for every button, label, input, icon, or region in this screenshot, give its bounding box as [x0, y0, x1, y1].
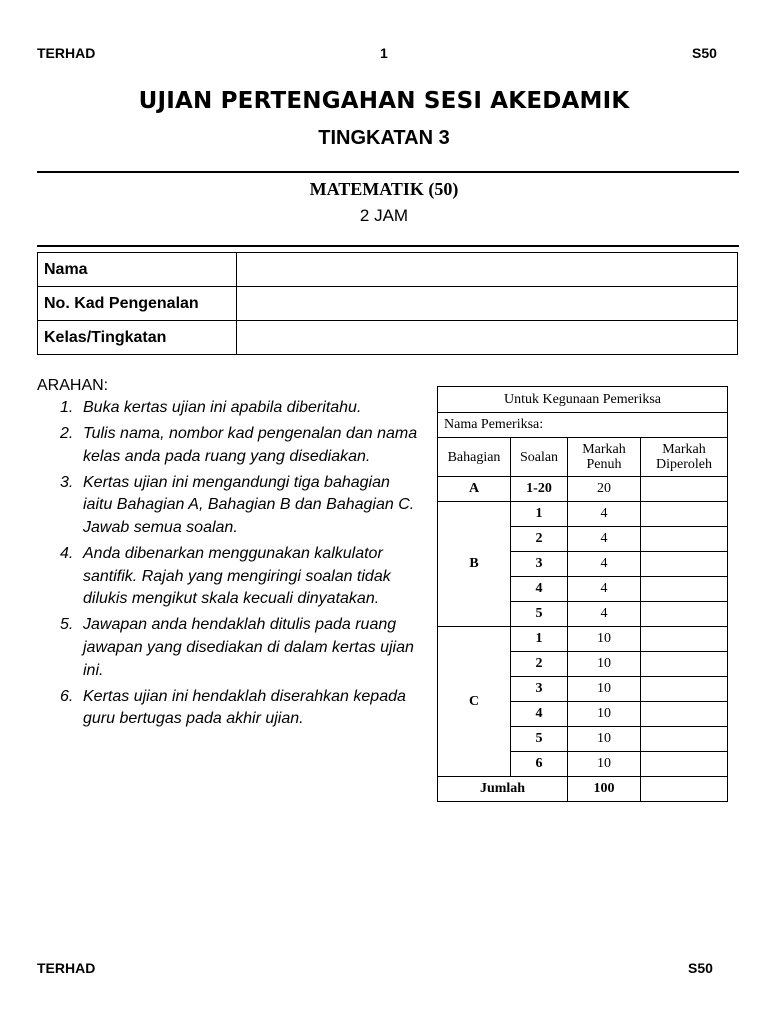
obtained-mark-cell[interactable] [641, 552, 728, 577]
top-divider [37, 171, 739, 173]
full-mark-cell: 4 [568, 602, 641, 627]
footer-left-label: TERHAD [37, 960, 96, 976]
header-line: Diperoleh [656, 457, 712, 472]
col-header-markah-penuh [568, 438, 641, 477]
info-row-class [38, 321, 738, 355]
obtained-mark-cell[interactable] [641, 752, 728, 777]
info-label: No. Kad Pengenalan [38, 287, 237, 321]
col-header-soalan: Soalan [511, 438, 568, 477]
table-row [438, 627, 728, 652]
item-text: Tulis nama, nombor kad pengenalan dan nama kelas anda pada ruang yang disediakan. [83, 425, 418, 465]
item-number: 1. [60, 399, 74, 416]
header-left-label: TERHAD [37, 45, 96, 61]
full-mark-cell: 20 [568, 477, 641, 502]
obtained-mark-cell[interactable] [641, 702, 728, 727]
question-cell: 2 [511, 527, 568, 552]
info-label: Nama [38, 253, 237, 287]
list-item [36, 423, 421, 468]
item-text: Buka kertas ujian ini apabila diberitahu. [83, 399, 362, 416]
instructions-list [36, 397, 421, 734]
total-row [438, 777, 728, 802]
full-mark-cell: 4 [568, 552, 641, 577]
item-number: 5. [60, 616, 74, 634]
question-cell: 1 [511, 502, 568, 527]
list-item [36, 472, 421, 540]
full-mark-cell: 10 [568, 702, 641, 727]
total-label: Jumlah [438, 777, 568, 802]
question-cell: 6 [511, 752, 568, 777]
item-number: 3. [60, 473, 74, 491]
full-mark-cell: 10 [568, 677, 641, 702]
total-full-mark: 100 [568, 777, 641, 802]
header-code: S50 [692, 45, 717, 61]
examiner-name-label[interactable]: Nama Pemeriksa: [438, 413, 728, 438]
list-item [36, 543, 421, 611]
exam-duration: 2 JAM [359, 206, 409, 225]
footer-code: S50 [688, 960, 713, 976]
obtained-mark-cell[interactable] [641, 677, 728, 702]
question-cell: 3 [511, 552, 568, 577]
full-mark-cell: 4 [568, 527, 641, 552]
full-mark-cell: 10 [568, 652, 641, 677]
obtained-mark-cell[interactable] [641, 477, 728, 502]
ic-number-field[interactable] [237, 287, 738, 321]
header-line: Penuh [586, 457, 622, 472]
header-line: Markah [662, 442, 706, 457]
item-number: 4. [60, 545, 74, 563]
page-number: 1 [380, 45, 388, 61]
item-text: Anda dibenarkan menggunakan kalkulator santifik. Rajah yang mengiringi soalan tidak dilukis mengikut skala kecuali dinyatakan. [83, 545, 391, 608]
full-mark-cell: 10 [568, 752, 641, 777]
obtained-mark-cell[interactable] [641, 527, 728, 552]
info-label: Kelas/Tingkatan [38, 321, 237, 355]
section-a-label: A [438, 477, 511, 502]
full-mark-cell: 4 [568, 502, 641, 527]
question-cell: 5 [511, 727, 568, 752]
question-cell: 2 [511, 652, 568, 677]
obtained-mark-cell[interactable] [641, 577, 728, 602]
full-mark-cell: 10 [568, 727, 641, 752]
exam-title: UJIAN PERTENGAHAN SESI AKEDAMIK [138, 88, 630, 114]
question-cell: 3 [511, 677, 568, 702]
item-text: Kertas ujian ini mengandungi tiga bahagian iaitu Bahagian A, Bahagian B dan Bahagian C. Jawab semua soalan. [83, 473, 415, 536]
examiner-table [437, 386, 728, 802]
class-field[interactable] [237, 321, 738, 355]
list-item [36, 686, 421, 731]
instructions-heading: ARAHAN: [37, 377, 109, 394]
item-text: Jawapan anda hendaklah ditulis pada ruang jawapan yang disediakan di dalam kertas ujian ini. [83, 616, 414, 679]
student-info-table [37, 252, 738, 355]
table-row [438, 477, 728, 502]
form-level: TINGKATAN 3 [318, 127, 450, 149]
full-mark-cell: 4 [568, 577, 641, 602]
total-obtained-mark-cell[interactable] [641, 777, 728, 802]
question-cell: 4 [511, 702, 568, 727]
name-field[interactable] [237, 253, 738, 287]
obtained-mark-cell[interactable] [641, 502, 728, 527]
obtained-mark-cell[interactable] [641, 652, 728, 677]
item-text: Kertas ujian ini hendaklah diserahkan kepada guru bertugas pada akhir ujian. [83, 687, 406, 728]
info-row-ic [38, 287, 738, 321]
section-c-label: C [438, 627, 511, 777]
second-divider [37, 245, 739, 247]
obtained-mark-cell[interactable] [641, 727, 728, 752]
obtained-mark-cell[interactable] [641, 627, 728, 652]
obtained-mark-cell[interactable] [641, 602, 728, 627]
col-header-markah-diperoleh [641, 438, 728, 477]
question-cell: 5 [511, 602, 568, 627]
item-number: 2. [60, 425, 74, 443]
info-row-nama [38, 253, 738, 287]
header-line: Markah [582, 442, 626, 457]
table-row [438, 502, 728, 527]
question-cell: 1-20 [511, 477, 568, 502]
question-cell: 4 [511, 577, 568, 602]
list-item [36, 614, 421, 682]
subject-title: MATEMATIK (50) [309, 179, 459, 199]
item-number: 6. [60, 687, 74, 705]
examiner-table-title: Untuk Kegunaan Pemeriksa [438, 387, 728, 413]
question-cell: 1 [511, 627, 568, 652]
list-item [36, 397, 421, 420]
col-header-bahagian: Bahagian [438, 438, 511, 477]
section-b-label: B [438, 502, 511, 627]
full-mark-cell: 10 [568, 627, 641, 652]
